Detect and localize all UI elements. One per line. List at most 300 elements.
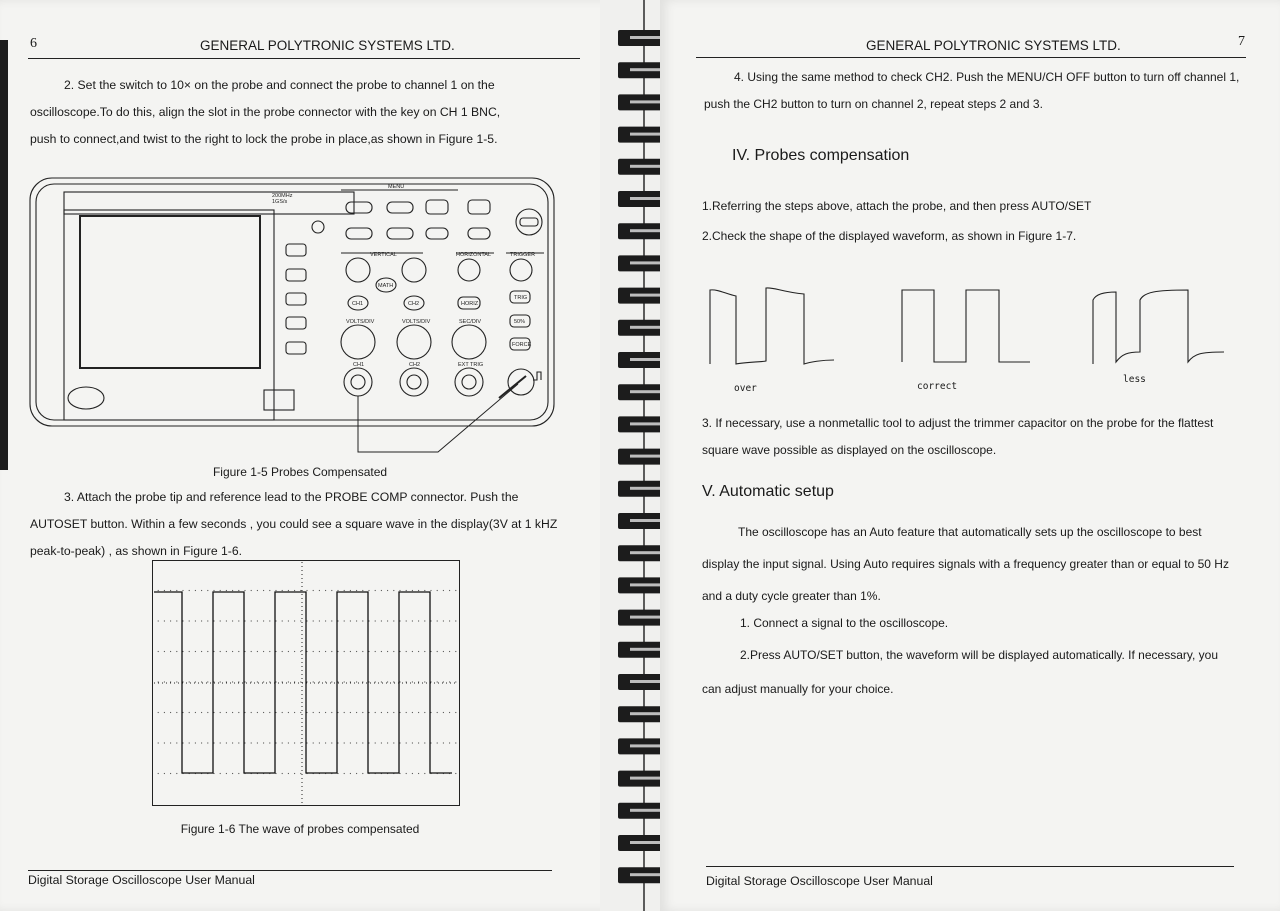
grid-dot — [176, 651, 177, 652]
grid-dot — [269, 651, 270, 652]
grid-dot — [424, 620, 425, 621]
grid-dot — [375, 620, 376, 621]
grid-dot — [362, 712, 363, 713]
grid-dot — [176, 590, 177, 591]
menu-button — [286, 293, 306, 305]
grid-dot — [362, 742, 363, 743]
brand-sublabel: 1GS/s — [272, 199, 288, 205]
grid-dot — [170, 773, 171, 774]
grid-dot — [257, 620, 258, 621]
grid-dot — [176, 712, 177, 713]
trigger-level-knob — [510, 259, 532, 281]
grid-dot — [350, 681, 351, 682]
text-line: 3. Attach the probe tip and reference lead to the PROBE COMP connector. Push the — [64, 490, 519, 504]
grid-dot — [381, 620, 382, 621]
grid-dot — [195, 742, 196, 743]
grid-dot — [455, 590, 456, 591]
grid-dot — [306, 590, 307, 591]
grid-dot — [424, 742, 425, 743]
fifty-label: 50% — [514, 319, 526, 325]
grid-dot — [170, 620, 171, 621]
grid-dot — [263, 651, 264, 652]
grid-dot — [220, 620, 221, 621]
step-3-paragraph — [30, 484, 575, 565]
grid-dot — [288, 681, 289, 682]
brand-label: 200MHz — [272, 193, 293, 199]
grid-dot — [164, 651, 165, 652]
grid-dot — [257, 712, 258, 713]
grid-dot — [176, 742, 177, 743]
grid-dot — [455, 742, 456, 743]
grid-dot — [232, 590, 233, 591]
grid-dot — [207, 620, 208, 621]
binding-coil-highlight — [630, 422, 660, 425]
panel-button — [426, 200, 448, 214]
grid-dot — [226, 681, 227, 682]
grid-dot — [325, 742, 326, 743]
oscilloscope-panel-figure — [28, 172, 558, 462]
grid-dot — [319, 712, 320, 713]
binding-coil-highlight — [630, 455, 660, 458]
ext-trig-label: EXT TRIG — [458, 362, 484, 368]
ext-trig-bnc — [455, 368, 483, 396]
grid-dot — [170, 651, 171, 652]
grid-dot — [331, 590, 332, 591]
grid-dot — [418, 590, 419, 591]
menu-button — [286, 269, 306, 281]
grid-dot — [207, 651, 208, 652]
grid-dot — [158, 712, 159, 713]
grid-dot — [443, 712, 444, 713]
grid-dot — [381, 590, 382, 591]
grid-dot — [387, 620, 388, 621]
grid-dot — [406, 742, 407, 743]
grid-dot — [294, 773, 295, 774]
page-footer: Digital Storage Oscilloscope User Manual — [706, 874, 933, 888]
grid-dot — [418, 620, 419, 621]
step-2-paragraph — [30, 72, 575, 153]
grid-dot — [313, 651, 314, 652]
under-compensated-waveform — [1093, 290, 1224, 364]
grid-dot — [269, 742, 270, 743]
grid-dot — [238, 742, 239, 743]
section-4-heading: IV. Probes compensation — [732, 147, 910, 164]
binding-coil-highlight — [630, 616, 660, 619]
grid-dot — [337, 590, 338, 591]
grid-dot — [257, 681, 258, 682]
brand-strip — [64, 192, 354, 214]
left-page — [0, 0, 622, 911]
probe-comp-connector — [508, 369, 534, 395]
grid-dot — [269, 712, 270, 713]
scope-screen — [80, 216, 260, 368]
grid-dot — [399, 590, 400, 591]
grid-dot — [430, 590, 431, 591]
grid-dot — [418, 773, 419, 774]
volts-div-1-label: VOLTS/DIV — [346, 319, 375, 325]
grid-dot — [164, 712, 165, 713]
grid-dot — [263, 590, 264, 591]
grid-dot — [406, 681, 407, 682]
grid-dot — [238, 773, 239, 774]
grid-dot — [437, 742, 438, 743]
binding-coil-highlight — [630, 358, 660, 361]
grid-dot — [424, 712, 425, 713]
grid-dot — [344, 681, 345, 682]
horiz-label: HORIZ — [461, 301, 479, 307]
grid-dot — [251, 681, 252, 682]
ch2-bnc — [400, 368, 428, 396]
grid-dot — [244, 590, 245, 591]
grid-dot — [362, 773, 363, 774]
grid-dot — [449, 590, 450, 591]
menu-group-label: MENU — [388, 184, 405, 190]
grid-dot — [393, 590, 394, 591]
grid-dot — [207, 742, 208, 743]
bnc-ch2-label: CH2 — [409, 362, 421, 368]
text-line: 3. If necessary, use a nonmetallic tool to adjust the trimmer capacitor on the probe for the flattest — [702, 416, 1214, 430]
force-label: FORCE — [512, 342, 532, 348]
grid-dot — [362, 620, 363, 621]
grid-dot — [226, 590, 227, 591]
grid-dot — [313, 620, 314, 621]
grid-dot — [375, 712, 376, 713]
position-knob-ch1 — [346, 258, 370, 282]
grid-dot — [443, 681, 444, 682]
grid-dot — [393, 620, 394, 621]
probe-comp-step-1: 1.Referring the steps above, attach the probe, and then press AUTO/SET — [702, 199, 1092, 213]
grid-dot — [251, 742, 252, 743]
text-line: 4. Using the same method to check CH2. Push the MENU/CH OFF button to turn off channel 1, — [734, 70, 1240, 84]
header-rule — [696, 57, 1246, 58]
grid-dot — [189, 712, 190, 713]
grid-dot — [331, 681, 332, 682]
menu-off-knob — [312, 221, 324, 233]
grid-dot — [455, 681, 456, 682]
grid-dot — [232, 773, 233, 774]
grid-dot — [288, 651, 289, 652]
grid-dot — [251, 712, 252, 713]
grid-dot — [263, 742, 264, 743]
footer-rule — [706, 866, 1234, 867]
grid-dot — [418, 712, 419, 713]
grid-dot — [418, 742, 419, 743]
binding-coil-highlight — [630, 165, 660, 168]
grid-dot — [387, 681, 388, 682]
grid-dot — [350, 651, 351, 652]
grid-dot — [226, 651, 227, 652]
grid-dot — [356, 651, 357, 652]
binding-coil-highlight — [630, 229, 660, 232]
grid-dot — [201, 620, 202, 621]
grid-dot — [344, 620, 345, 621]
horizontal-position-knob — [458, 259, 480, 281]
grid-dot — [251, 620, 252, 621]
grid-dot — [158, 773, 159, 774]
grid-dot — [412, 681, 413, 682]
binding-coil-highlight — [630, 551, 660, 554]
grid-dot — [424, 773, 425, 774]
grid-dot — [406, 712, 407, 713]
grid-dot — [455, 620, 456, 621]
grid-dot — [195, 712, 196, 713]
grid-dot — [325, 712, 326, 713]
grid-dot — [313, 681, 314, 682]
binding-coil-highlight — [630, 648, 660, 651]
grid-dot — [449, 742, 450, 743]
grid-dot — [412, 773, 413, 774]
grid-dot — [375, 590, 376, 591]
panel-button — [387, 228, 413, 239]
sec-div-knob — [452, 325, 486, 359]
grid-dot — [158, 590, 159, 591]
grid-dot — [213, 590, 214, 591]
page-footer: Digital Storage Oscilloscope User Manual — [28, 873, 255, 887]
bnc-ch1-label: CH1 — [353, 362, 365, 368]
grid-dot — [325, 620, 326, 621]
grid-dot — [170, 681, 171, 682]
grid-dot — [418, 681, 419, 682]
binding-coil-highlight — [630, 583, 660, 586]
grid-dot — [158, 742, 159, 743]
panel-button — [346, 202, 372, 213]
text-line: display the input signal. Using Auto requires signals with a frequency greater than or equal to 50 Hz — [702, 557, 1229, 571]
right-page — [660, 0, 1280, 911]
grid-dot — [356, 773, 357, 774]
grid-dot — [282, 712, 283, 713]
grid-dot — [232, 712, 233, 713]
ch2-label: CH2 — [408, 301, 420, 307]
grid-dot — [362, 590, 363, 591]
grid-dot — [300, 681, 301, 682]
math-label: MATH — [378, 283, 394, 289]
grid-dot — [300, 651, 301, 652]
grid-dot — [294, 620, 295, 621]
grid-dot — [282, 651, 283, 652]
grid-dot — [238, 590, 239, 591]
footer-rule — [28, 870, 552, 871]
grid-dot — [251, 651, 252, 652]
grid-dot — [238, 681, 239, 682]
grid-dot — [300, 773, 301, 774]
grid-dot — [325, 590, 326, 591]
grid-dot — [294, 742, 295, 743]
grid-dot — [331, 651, 332, 652]
section-5-heading: V. Automatic setup — [702, 483, 834, 500]
grid-dot — [195, 651, 196, 652]
grid-dot — [368, 590, 369, 591]
grid-dot — [226, 773, 227, 774]
vertical-group-label: VERTICAL — [370, 252, 397, 258]
grid-dot — [356, 712, 357, 713]
grid-dot — [201, 651, 202, 652]
grid-dot — [313, 590, 314, 591]
page-edge-shadow — [0, 40, 8, 470]
menu-button — [286, 244, 306, 256]
position-knob-ch2 — [402, 258, 426, 282]
figure-6-caption: Figure 1-6 The wave of probes compensated — [180, 822, 420, 836]
auto-setup-step-2 — [702, 638, 1252, 706]
menu-button — [286, 342, 306, 354]
probe-comp-step-2: 2.Check the shape of the displayed waveform, as shown in Figure 1-7. — [702, 229, 1077, 243]
grid-dot — [406, 773, 407, 774]
probe-cable — [358, 384, 518, 452]
grid-dot — [350, 773, 351, 774]
binding-coil-highlight — [630, 197, 660, 200]
ch1-bnc — [344, 368, 372, 396]
compensation-waveforms-figure — [704, 282, 1234, 382]
grid-dot — [387, 590, 388, 591]
grid-dot — [158, 620, 159, 621]
grid-dot — [406, 620, 407, 621]
grid-dot — [443, 590, 444, 591]
grid-dot — [331, 620, 332, 621]
less-label: less — [1123, 374, 1146, 385]
binding-coil-highlight — [630, 777, 660, 780]
grid-dot — [300, 590, 301, 591]
grid-dot — [313, 742, 314, 743]
grid-dot — [288, 742, 289, 743]
grid-dot — [282, 681, 283, 682]
grid-dot — [437, 651, 438, 652]
grid-dot — [257, 651, 258, 652]
grid-dot — [257, 742, 258, 743]
binding-coil-highlight — [630, 100, 660, 103]
grid-dot — [251, 590, 252, 591]
text-line: can adjust manually for your choice. — [702, 682, 894, 696]
grid-dot — [356, 681, 357, 682]
correct-label: correct — [917, 381, 958, 392]
panel-button — [468, 200, 490, 214]
binding-coil-highlight — [630, 68, 660, 71]
grid-dot — [158, 651, 159, 652]
grid-dot — [232, 742, 233, 743]
grid-dot — [207, 681, 208, 682]
grid-dot — [263, 681, 264, 682]
grid-dot — [331, 712, 332, 713]
text-line: oscilloscope.To do this, align the slot in the probe connector with the key on CH 1 BNC, — [30, 105, 501, 119]
sec-div-label: SEC/DIV — [459, 319, 482, 325]
grid-dot — [164, 620, 165, 621]
ch1-label: CH1 — [352, 301, 364, 307]
grid-dot — [164, 773, 165, 774]
binding-coil-highlight — [630, 712, 660, 715]
grid-dot — [437, 590, 438, 591]
grid-dot — [164, 681, 165, 682]
binding-coil-highlight — [630, 133, 660, 136]
grid-dot — [238, 651, 239, 652]
text-line: 2.Press AUTO/SET button, the waveform will be displayed automatically. If necessary, you — [740, 648, 1218, 662]
grid-dot — [195, 620, 196, 621]
header-rule — [28, 58, 580, 59]
grid-dot — [300, 620, 301, 621]
grid-dot — [207, 590, 208, 591]
grid-dot — [288, 620, 289, 621]
grid-dot — [412, 712, 413, 713]
grid-dot — [201, 742, 202, 743]
binding-coil-highlight — [630, 294, 660, 297]
grid-dot — [238, 620, 239, 621]
grid-dot — [387, 712, 388, 713]
volts-div-knob-ch1 — [341, 325, 375, 359]
grid-dot — [294, 590, 295, 591]
horizontal-group-label: HORIZONTAL — [456, 252, 492, 258]
usb-port — [264, 390, 294, 410]
grid-dot — [220, 590, 221, 591]
grid-dot — [164, 742, 165, 743]
grid-dot — [282, 773, 283, 774]
text-line: peak-to-peak) , as shown in Figure 1-6. — [30, 544, 243, 558]
text-line: and a duty cycle greater than 1%. — [702, 589, 881, 603]
grid-dot — [189, 742, 190, 743]
grid-dot — [424, 590, 425, 591]
grid-dot — [158, 681, 159, 682]
grid-dot — [294, 681, 295, 682]
grid-dot — [350, 590, 351, 591]
grid-dot — [269, 681, 270, 682]
grid-dot — [455, 651, 456, 652]
step-4-paragraph — [704, 64, 1254, 118]
grid-dot — [449, 620, 450, 621]
grid-dot — [226, 620, 227, 621]
grid-dot — [381, 681, 382, 682]
page-number: 7 — [1238, 34, 1245, 49]
grid-dot — [412, 742, 413, 743]
page-number: 6 — [30, 36, 37, 51]
grid-dot — [170, 590, 171, 591]
grid-dot — [381, 712, 382, 713]
grid-dot — [300, 712, 301, 713]
grid-dot — [443, 742, 444, 743]
grid-dot — [325, 651, 326, 652]
grid-dot — [381, 651, 382, 652]
grid-dot — [350, 742, 351, 743]
grid-dot — [424, 651, 425, 652]
grid-dot — [300, 742, 301, 743]
text-line: push to connect,and twist to the right to lock the probe in place,as shown in Figure 1-5. — [30, 132, 498, 146]
grid-dot — [375, 742, 376, 743]
grid-dot — [393, 742, 394, 743]
grid-dot — [176, 620, 177, 621]
square-wave-figure — [152, 560, 460, 806]
grid-dot — [443, 651, 444, 652]
grid-dot — [232, 681, 233, 682]
grid-dot — [201, 681, 202, 682]
grid-dot — [344, 712, 345, 713]
grid-dot — [319, 651, 320, 652]
grid-dot — [455, 773, 456, 774]
grid-dot — [238, 712, 239, 713]
grid-dot — [220, 651, 221, 652]
grid-dot — [207, 712, 208, 713]
grid-dot — [319, 620, 320, 621]
grid-dot — [189, 651, 190, 652]
grid-dot — [424, 681, 425, 682]
grid-dot — [356, 742, 357, 743]
grid-dot — [220, 712, 221, 713]
grid-dot — [393, 651, 394, 652]
binding-coil-highlight — [630, 261, 660, 264]
grid-dot — [362, 651, 363, 652]
grid-dot — [362, 681, 363, 682]
grid-dot — [269, 590, 270, 591]
grid-dot — [170, 742, 171, 743]
grid-dot — [282, 620, 283, 621]
grid-dot — [406, 590, 407, 591]
over-label: over — [734, 383, 757, 394]
grid-dot — [269, 620, 270, 621]
grid-dot — [375, 651, 376, 652]
